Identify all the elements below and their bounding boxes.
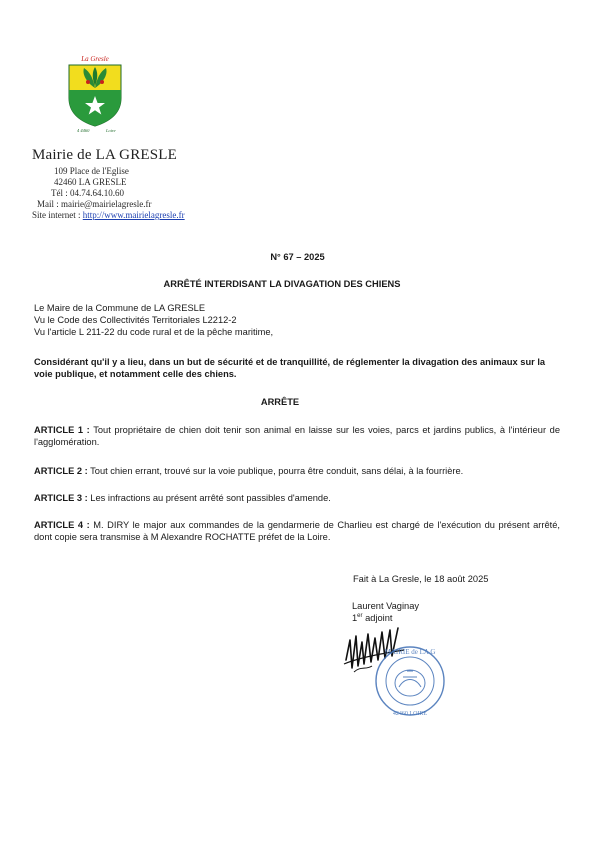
signer-name: Laurent Vaginay: [352, 601, 420, 611]
phone-number: Tél : 04.74.64.10.60: [51, 188, 124, 198]
article-text: M. DIRY le major aux commandes de la gendarmerie de Charlieu est chargé de l'exécution du présent arrêté, dont copie sera transmise à M Alexandre ROCHATTE préfet de la Loire.: [34, 520, 560, 542]
preamble-line: Vu le Code des Collectivités Territoriales L2212-2: [34, 315, 237, 325]
svg-text:MAIRIE de LA G: MAIRIE de LA G: [384, 648, 436, 656]
signer-ordinal: 1: [352, 613, 358, 623]
svg-text:4 4460: 4 4460: [77, 128, 90, 132]
mail-link[interactable]: mairie@mairielagresle.fr: [61, 199, 152, 209]
website-line: [32, 210, 185, 220]
address-street: 109 Place de l'Eglise: [54, 166, 129, 176]
website-label: Site internet :: [32, 210, 83, 220]
article-label: ARTICLE 4 :: [34, 520, 90, 530]
svg-text:La Gresle: La Gresle: [81, 55, 109, 63]
website-link[interactable]: http://www.mairielagresle.fr: [82, 210, 185, 220]
mail-line: [37, 199, 152, 209]
arrete-heading: ARRÊTE: [260, 397, 300, 407]
article-label: ARTICLE 1 :: [34, 425, 90, 435]
signer-role-text: adjoint: [362, 613, 393, 623]
svg-text:42460 LOIRE: 42460 LOIRE: [392, 711, 428, 717]
article-text: Tout chien errant, trouvé sur la voie publique, pourra être conduit, sans délai, à la fourrière.: [87, 466, 464, 476]
place-and-date: Fait à La Gresle, le 18 août 2025: [353, 574, 489, 584]
signer-ordinal-suffix: er: [357, 612, 363, 619]
arrete-title: ARRÊTÉ INTERDISANT LA DIVAGATION DES CHIENS: [163, 279, 401, 289]
article-text: Les infractions au présent arrêté sont passibles d'amende.: [87, 493, 331, 503]
mail-label: Mail :: [37, 199, 61, 209]
article-4: [34, 519, 560, 543]
preamble-line: Le Maire de la Commune de LA GRESLE: [34, 303, 206, 313]
mairie-name: Mairie de LA GRESLE: [32, 147, 178, 163]
commune-crest-logo: [62, 52, 128, 132]
address-city: 42460 LA GRESLE: [54, 177, 127, 187]
svg-text:Loire: Loire: [106, 128, 116, 132]
official-stamp: [373, 643, 447, 719]
arrete-number: N° 67 – 2025: [270, 252, 325, 262]
article-1: [34, 424, 560, 448]
article-label: ARTICLE 3 :: [34, 493, 88, 503]
preamble-line: Vu l'article L 211-22 du code rural et de la pêche maritime,: [34, 327, 274, 337]
article-text: Tout propriétaire de chien doit tenir son animal en laisse sur les voies, parcs et jardins publics, à l'intérieur de l'agglomération.: [34, 425, 561, 447]
considerant-paragraph: Considérant qu'il y a lieu, dans un but de sécurité et de tranquillité, de réglementer la divagation des animaux sur la voie publique, et notamment celle des chiens.: [34, 357, 546, 379]
article-2: [34, 465, 560, 477]
preamble: [34, 302, 554, 338]
article-3: [34, 492, 560, 504]
article-label: ARTICLE 2 :: [34, 466, 88, 476]
